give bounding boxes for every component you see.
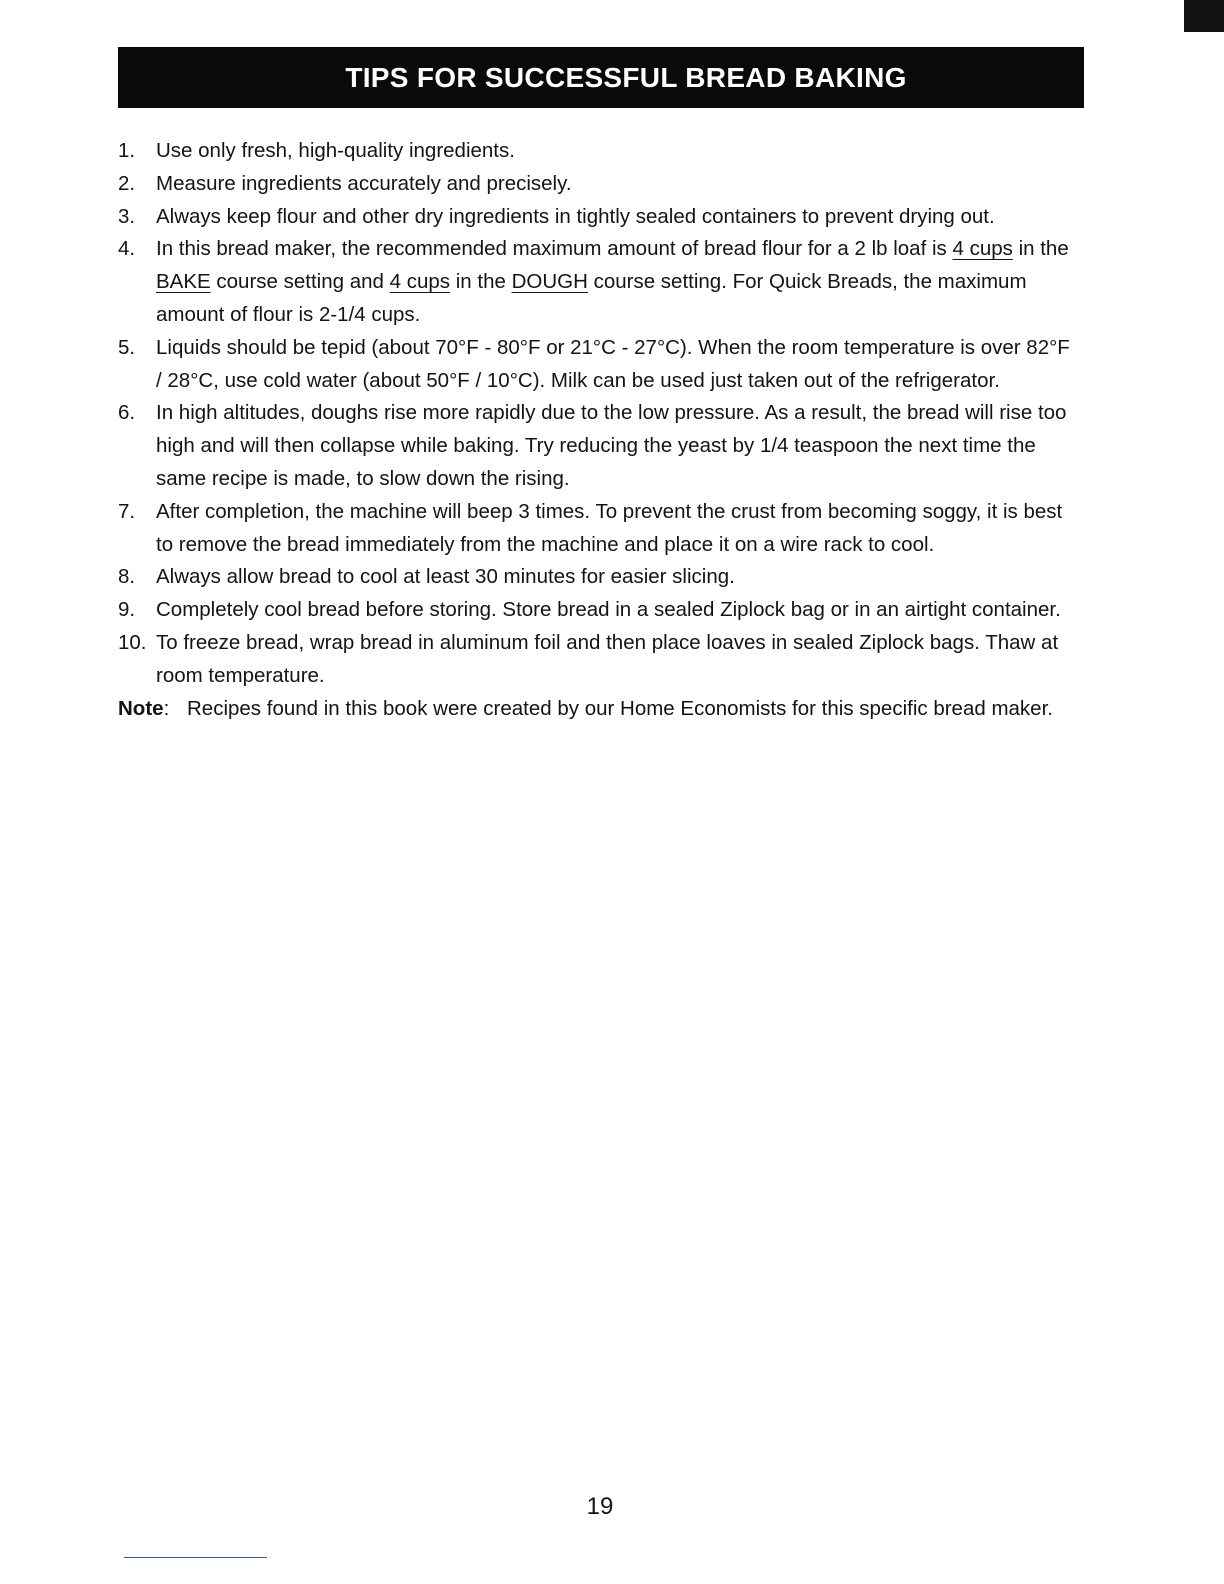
tip-item [118, 233, 1078, 331]
tip-number: 6. [118, 401, 136, 425]
tip-text: Always keep flour and other dry ingredients in tightly sealed containers to prevent drying out. [156, 204, 995, 228]
tip-number: 1. [118, 139, 136, 162]
tips-list [118, 135, 1078, 725]
tip-text: Use only fresh, high-quality ingredients. [156, 139, 515, 162]
tip-item [118, 496, 1078, 562]
tip-number: 2. [118, 171, 136, 195]
note-block [118, 693, 1078, 726]
title-banner [118, 47, 1084, 108]
bottom-divider [124, 1557, 267, 1558]
tip-number: 10. [118, 630, 147, 654]
tip-text-segment: In this bread maker, the recommended maximum amount of bread flour for a 2 lb loaf is [156, 237, 953, 261]
page-number: 19 [586, 1493, 614, 1520]
tip-item [118, 561, 1078, 594]
flour-amount-bake: 4 cups [952, 237, 1013, 261]
tip-number: 4. [118, 237, 136, 261]
note-label-separator: : [163, 696, 170, 720]
note-text: Recipes found in this book were created by our Home Economists for this specific bread maker. [187, 696, 1053, 720]
tip-item [118, 135, 1078, 168]
tip-text-segment: in the [450, 270, 512, 294]
tip-number: 8. [118, 565, 136, 589]
tip-number: 5. [118, 335, 136, 359]
tip-item [118, 332, 1078, 398]
tip-text: In high altitudes, doughs rise more rapidly due to the low pressure. As a result, the bread will rise too high and will then collapse while baking. Try reducing the yeast by 1/4 teaspoon the next time the same recipe is made, to slow down the rising. [156, 401, 1067, 490]
tip-number: 9. [118, 598, 136, 622]
tip-item [118, 594, 1078, 627]
tip-text-segment: course setting and [210, 270, 390, 294]
bake-course-label: BAKE [156, 270, 211, 294]
dough-course-label: DOUGH [511, 270, 588, 294]
page-title: TIPS FOR SUCCESSFUL BREAD BAKING [345, 61, 907, 93]
tip-text: To freeze bread, wrap bread in aluminum foil and then place loaves in sealed Ziplock bags. Thaw at room temperature. [156, 630, 1059, 687]
note-label [118, 693, 187, 726]
tip-text: Completely cool bread before storing. Store bread in a sealed Ziplock bag or in an airtight container. [156, 598, 1061, 622]
tip-text: After completion, the machine will beep 3 times. To prevent the crust from becoming soggy, it is best to remove the bread immediately from the machine and place it on a wire rack to cool. [156, 499, 1063, 556]
corner-registration-mark [1184, 0, 1224, 32]
flour-amount-dough: 4 cups [389, 270, 451, 294]
tip-text: Measure ingredients accurately and precisely. [156, 171, 572, 195]
tip-text [156, 233, 1078, 331]
tip-item [118, 627, 1078, 693]
tip-text-segment: in the [1012, 237, 1069, 261]
tip-text-segment: course setting. For Quick Breads, the maximum amount of flour is 2-1/4 cups. [156, 270, 1027, 326]
tip-item [118, 201, 1078, 234]
tip-text: Liquids should be tepid (about 70°F - 80°F or 21°C - 27°C). When the room temperature is over 82°F / 28°C, use cold water (about 50°F / 10°C). Milk can be used just taken out of the refrigerator. [156, 335, 1070, 392]
tip-number: 7. [118, 499, 136, 523]
tip-text: Always allow bread to cool at least 30 minutes for easier slicing. [156, 565, 735, 589]
tip-item [118, 397, 1078, 495]
note-label-text: Note [118, 696, 164, 720]
tip-number: 3. [118, 204, 136, 228]
tip-item [118, 168, 1078, 201]
